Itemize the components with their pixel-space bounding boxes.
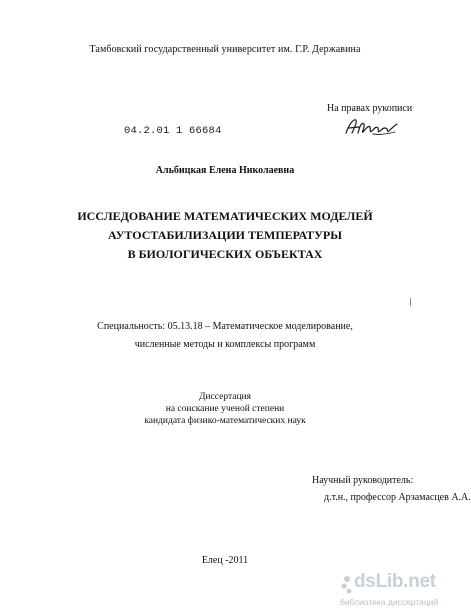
- watermark-subtitle: библиотека диссертаций: [340, 597, 439, 607]
- degree-line-1: Диссертация: [199, 392, 251, 402]
- degree-line-3: кандидата физико-математических наук: [144, 416, 306, 426]
- specialty-line-2: численные методы и комплексы программ: [134, 339, 316, 350]
- degree-block: [0, 391, 450, 427]
- droplets-icon: [340, 575, 354, 595]
- watermark-brand: dsLib.net: [354, 571, 436, 592]
- dslib-watermark[interactable]: [340, 571, 450, 611]
- supervisor-name: д.т.н., профессор Арзамасцев А.А.: [324, 492, 471, 503]
- degree-line-2: на соискание ученой степени: [165, 404, 285, 414]
- city-year: Елец -2011: [201, 555, 249, 566]
- scan-mark: [410, 298, 411, 306]
- specialty-line-1: Специальность: 05.13.18 – Математическое моделирование,: [97, 321, 353, 332]
- manuscript-rights-label: На правах рукописи: [327, 103, 413, 114]
- title-line-3: В БИОЛОГИЧЕСКИХ ОБЪЕКТАХ: [127, 247, 323, 261]
- specialty-block: [0, 318, 450, 354]
- university-name: Тамбовский государственный университет им. Г.Р. Державина: [89, 44, 361, 55]
- title-line-1: ИССЛЕДОВАНИЕ МАТЕМАТИЧЕСКИХ МОДЕЛЕЙ: [77, 209, 373, 223]
- author-name: Альбицкая Елена Николаевна: [155, 165, 295, 176]
- title-line-2: АУТОСТАБИЛИЗАЦИИ ТЕМПЕРАТУРЫ: [107, 228, 343, 242]
- handwritten-signature: [343, 116, 399, 138]
- supervisor-block: [312, 472, 471, 506]
- dissertation-title: [0, 207, 450, 264]
- registration-stamp: 04.2.01 1 66684: [124, 125, 222, 137]
- supervisor-label: Научный руководитель:: [312, 475, 414, 486]
